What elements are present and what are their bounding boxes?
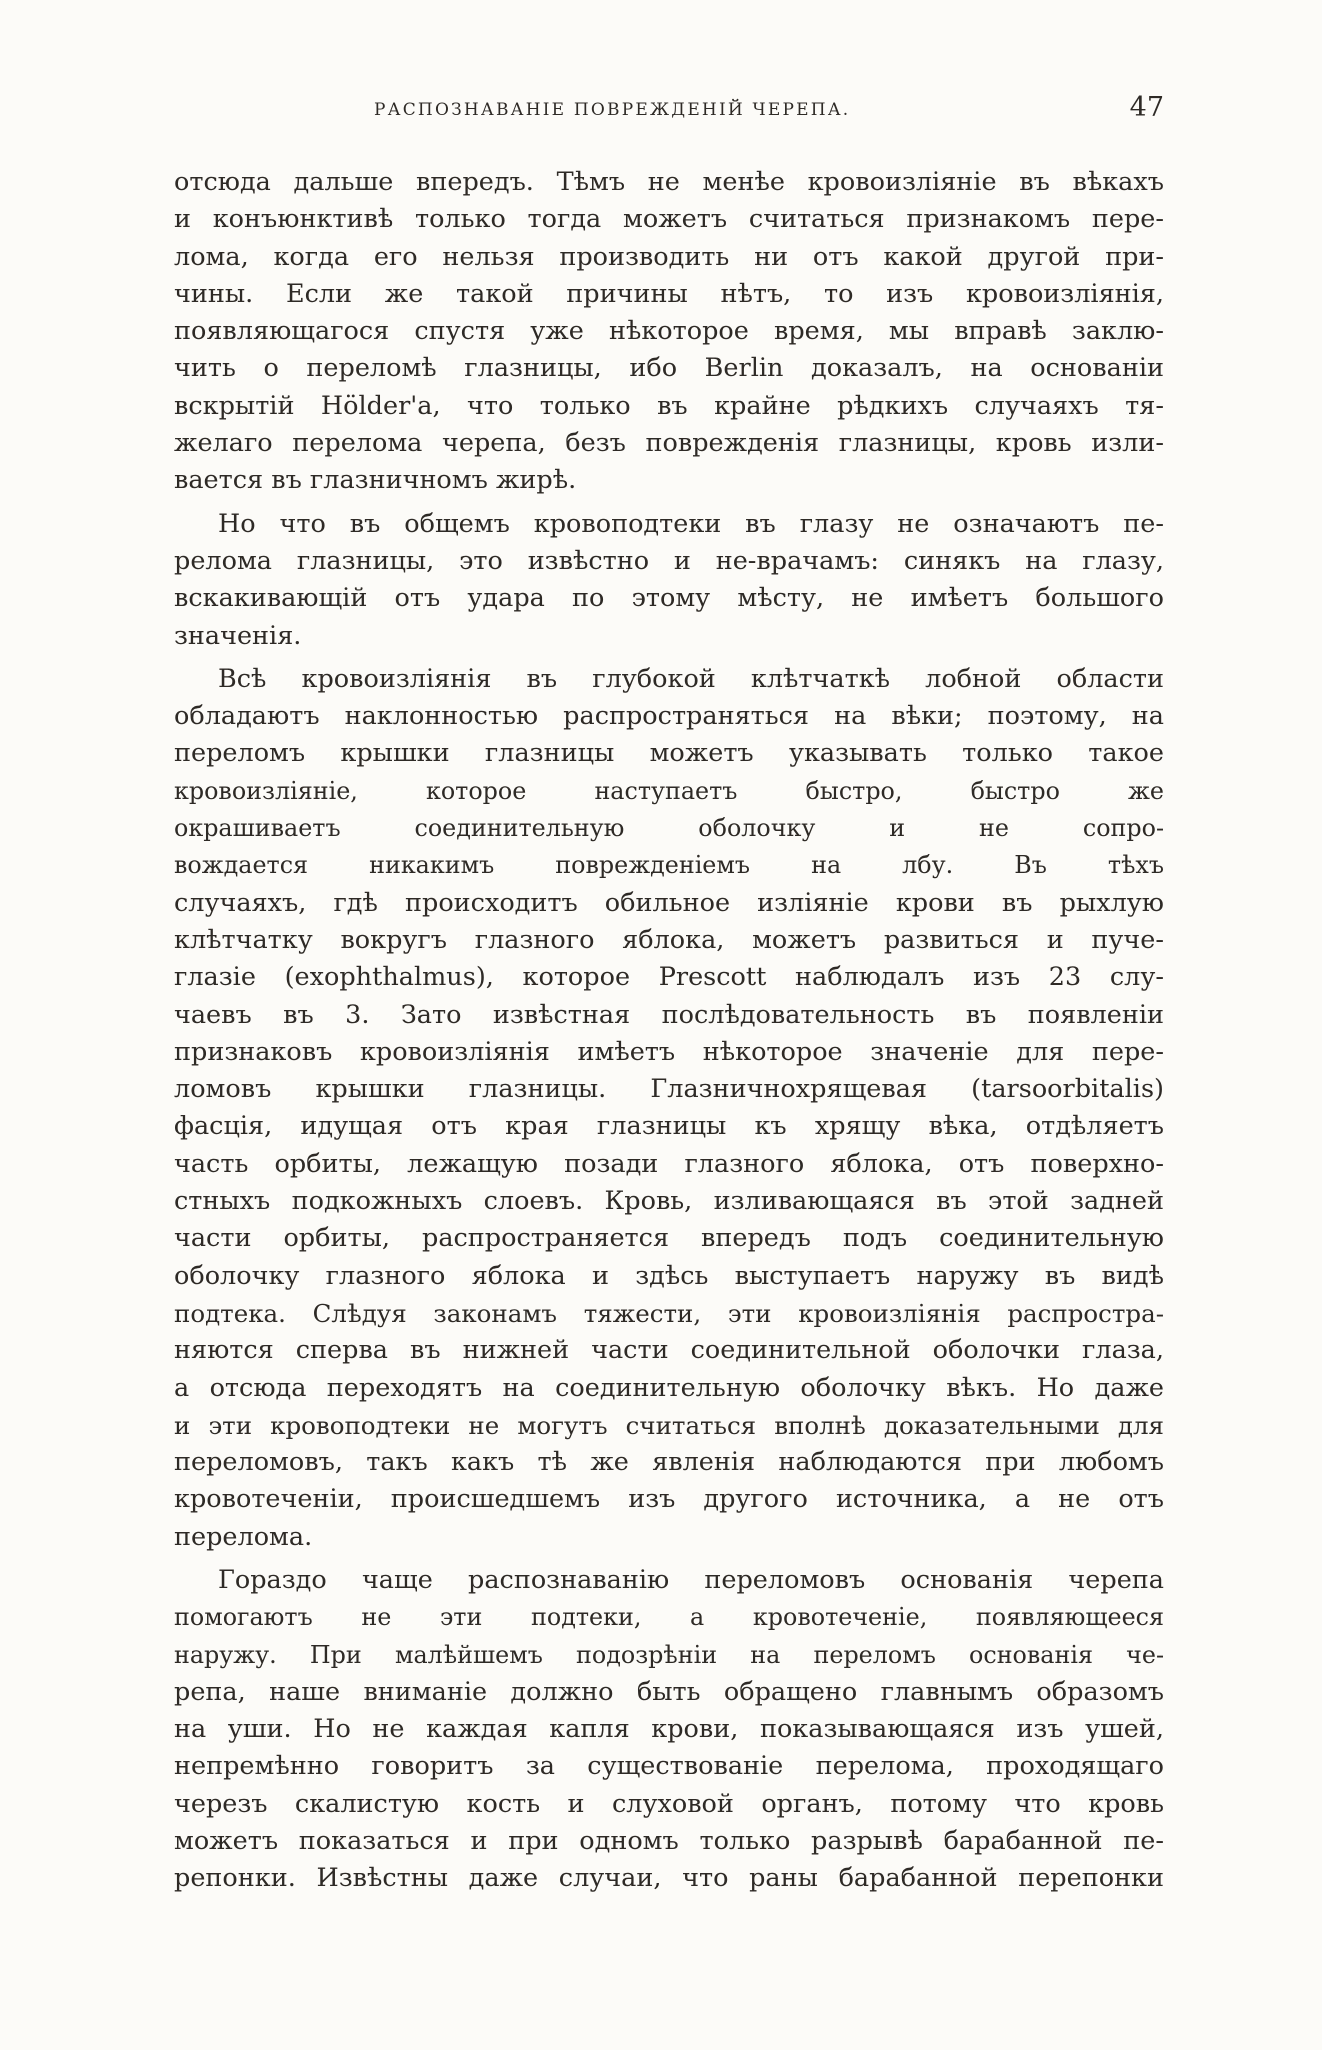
- text-line: переломъ крышки глазницы можетъ указывать только такое: [174, 738, 1164, 769]
- text-line: желаго перелома черепа, безъ поврежденія глазницы, кровь изли-: [174, 428, 1164, 459]
- text-line: кровотеченіи, происшедшемъ изъ другого источника, а не отъ: [174, 1484, 1164, 1515]
- text-line: глазіе (exophthalmus), которое Prescott наблюдалъ изъ 23 слу-: [174, 962, 1164, 993]
- text-line: переломовъ, такъ какъ тѣ же явленія наблюдаются при любомъ: [174, 1447, 1164, 1478]
- text-line: чины. Если же такой причины нѣтъ, то изъ кровоизліянія,: [174, 278, 1164, 309]
- text-line: помогаютъ не эти подтеки, а кровотеченіе, появляющееся: [174, 1603, 1164, 1632]
- text-line: лома, когда его нельзя производить ни отъ какой другой при-: [174, 241, 1164, 272]
- text-line: чить о переломѣ глазницы, ибо Berlin доказалъ, на основаніи: [174, 353, 1164, 384]
- text-line: няются сперва въ нижней части соединительной оболочки глаза,: [174, 1335, 1164, 1366]
- text-line: на уши. Но не каждая капля крови, показывающаяся изъ ушей,: [174, 1714, 1164, 1745]
- text-line: окрашиваетъ соединительную оболочку и не сопро-: [174, 814, 1164, 843]
- text-line: часть орбиты, лежащую позади глазного яблока, отъ поверхно-: [174, 1148, 1164, 1179]
- text-line: можетъ показаться и при одномъ только разрывѣ барабанной пе-: [174, 1826, 1164, 1857]
- text-line: вскакивающій отъ удара по этому мѣсту, не имѣетъ большого: [174, 583, 1164, 614]
- text-line: вскрытій Hölder'а, что только въ крайне рѣдкихъ случаяхъ тя-: [174, 390, 1164, 421]
- text-line: вается въ глазничномъ жирѣ.: [174, 465, 577, 496]
- text-line: и конъюнктивѣ только тогда можетъ считаться признакомъ пере-: [174, 204, 1164, 235]
- text-line: части орбиты, распространяется впередъ подъ соединительную: [174, 1223, 1164, 1254]
- text-line: оболочку глазного яблока и здѣсь выступаетъ наружу въ видѣ: [174, 1260, 1164, 1291]
- text-line: вождается никакимъ поврежденіемъ на лбу. Въ тѣхъ: [174, 851, 1164, 880]
- text-line: и эти кровоподтеки не могутъ считаться вполнѣ доказательными для: [174, 1410, 1164, 1440]
- text-line: обладаютъ наклонностью распространяться на вѣки; поэтому, на: [174, 701, 1164, 732]
- text-line: кровоизліяніе, которое наступаетъ быстро, быстро же: [174, 776, 1164, 805]
- text-line: стныхъ подкожныхъ слоевъ. Кровь, изливающаяся въ этой задней: [174, 1186, 1164, 1217]
- running-title: РАСПОЗНАВАНІЕ ПОВРЕЖДЕНІЙ ЧЕРЕПА.: [374, 100, 851, 120]
- page-number: 47: [1129, 92, 1164, 123]
- text-line: значенія.: [174, 620, 302, 651]
- body-text: [174, 164, 1164, 1904]
- text-line: а отсюда переходятъ на соединительную оболочку вѣкъ. Но даже: [174, 1372, 1164, 1403]
- text-line: черезъ скалистую кость и слуховой органъ, потому что кровь: [174, 1788, 1164, 1819]
- text-line: фасція, идущая отъ края глазницы къ хрящу вѣка, отдѣляетъ: [174, 1111, 1164, 1142]
- text-line: случаяхъ, гдѣ происходитъ обильное изліяніе крови въ рыхлую: [174, 887, 1164, 918]
- text-line: подтека. Слѣдуя законамъ тяжести, эти кровоизліянія распростра-: [174, 1298, 1164, 1328]
- text-line: релома глазницы, это извѣстно и не-врачамъ: синякъ на глазу,: [174, 545, 1164, 576]
- text-line: чаевъ въ 3. Зато извѣстная послѣдовательность въ появленіи: [174, 999, 1164, 1030]
- text-line: репонки. Извѣстны даже случаи, что раны барабанной перепонки: [174, 1863, 1164, 1894]
- text-line: появляющагося спустя уже нѣкоторое время, мы вправѣ заклю-: [174, 316, 1164, 347]
- text-line: отсюда дальше впередъ. Тѣмъ не менѣе кровоизліяніе въ вѣкахъ: [174, 167, 1164, 197]
- text-line: признаковъ кровоизліянія имѣетъ нѣкоторое значеніе для пере-: [174, 1036, 1164, 1067]
- paragraph: [174, 164, 1164, 500]
- paragraph: [174, 506, 1164, 655]
- text-line: клѣтчатку вокругъ глазного яблока, можетъ развиться и пуче-: [174, 924, 1164, 955]
- page-header: [174, 92, 1164, 132]
- text-line: Всѣ кровоизліянія въ глубокой клѣтчаткѣ лобной области: [218, 663, 1164, 694]
- paragraph: [174, 661, 1164, 1556]
- text-line: репа, наше вниманіе должно быть обращено главнымъ образомъ: [174, 1676, 1164, 1707]
- text-line: непремѣнно говоритъ за существованіе перелома, проходящаго: [174, 1751, 1164, 1782]
- text-line: ломовъ крышки глазницы. Глазничнохрящевая (tarsoorbitalis): [174, 1074, 1164, 1105]
- text-line: перелома.: [174, 1521, 313, 1552]
- text-line: наружу. При малѣйшемъ подозрѣніи на переломъ основанія че-: [174, 1640, 1164, 1669]
- text-line: Но что въ общемъ кровоподтеки въ глазу не означаютъ пе-: [218, 508, 1164, 539]
- text-line: Гораздо чаще распознаванію переломовъ основанія черепа: [218, 1564, 1164, 1595]
- paragraph: [174, 1562, 1164, 1898]
